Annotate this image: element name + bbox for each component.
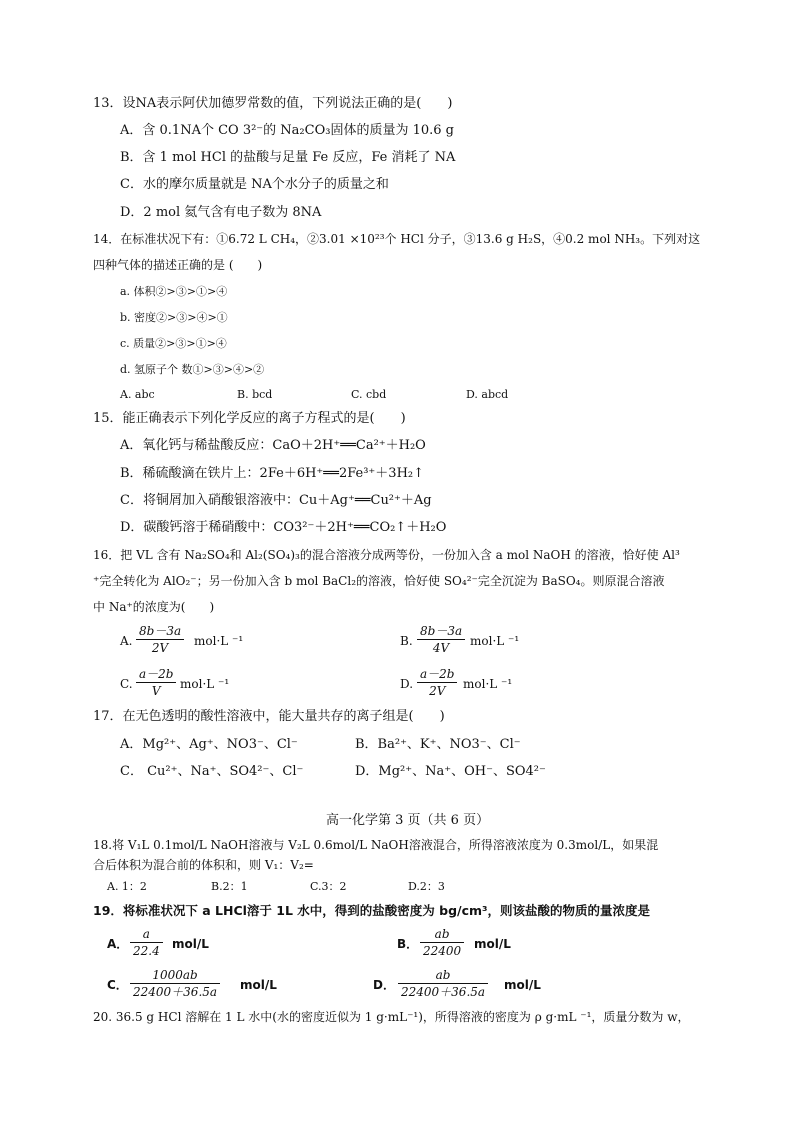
q19-d-numerator: ab [435,968,451,982]
q17-option-d: D．Mg²⁺、Na⁺、OH⁻、SO4²⁻ [355,764,546,779]
q16-b-denominator: 4V [417,639,465,656]
q16-option-d-unit: mol·L ⁻¹ [463,677,513,691]
q19-option-a-unit: mol/L [172,937,209,951]
q19-option-a-label: A． [107,937,129,951]
q13-stem: 13．设NA表示阿伏加德罗常数的值，下列说法正确的是( ) [93,96,453,111]
q19-option-c-fraction [130,968,220,1000]
q18-stem-line1: 18.将 V₁L 0.1mol/L NaOH溶液与 V₂L 0.6mol/L NaOH溶液混合，所得溶液浓度为 0.3mol/L，如果混 [93,838,659,852]
q16-option-c-fraction [136,667,176,699]
q16-option-b-unit: mol·L ⁻¹ [470,634,520,648]
q16-option-a-unit: mol·L ⁻¹ [194,634,244,648]
q19-a-numerator: a [142,927,150,941]
q16-option-d-label: D. [400,677,414,691]
q13-option-c: C．水的摩尔质量就是 NA个水分子的质量之和 [120,177,389,192]
q16-stem-line1: 16．把 VL 含有 Na₂SO₄和 Al₂(SO₄)₃的混合溶液分成两等份，一份加入含 a mol NaOH 的溶液，恰好使 Al³ [93,548,680,562]
q16-option-a-label: A. [120,634,133,648]
q19-option-b-label: B． [397,937,419,951]
q19-d-denominator: 22400＋36.5a [398,983,488,1000]
q13-option-b: B．含 1 mol HCl 的盐酸与足量 Fe 反应，Fe 消耗了 NA [120,150,456,165]
q16-d-numerator: a－2b [420,667,455,681]
q14-item-a: a. 体积②>③>①>④ [120,285,228,298]
q13-option-d: D．2 mol 氦气含有电子数为 8NA [120,205,322,220]
q17-option-b: B．Ba²⁺、K⁺、NO3⁻、Cl⁻ [355,737,521,752]
q19-option-d-label: D． [373,978,395,992]
q14-option-a: A. abc [120,388,155,401]
q16-c-numerator: a－2b [139,667,174,681]
q19-option-d-fraction [398,968,488,1000]
q16-b-numerator: 8b－3a [420,624,463,638]
q14-option-d: D. abcd [466,388,509,401]
q13-option-a: A．含 0.1NA个 CO 3²⁻的 Na₂CO₃固体的质量为 10.6 g [120,123,454,138]
q16-stem-line3: 中 Na⁺的浓度为( ) [93,600,215,614]
q19-c-numerator: 1000ab [152,968,198,982]
q16-option-b-fraction [417,624,465,656]
page-footer: 高一化学第 3 页（共 6 页） [326,813,490,828]
q16-stem-line2: ⁺完全转化为 AlO₂⁻；另一份加入含 b mol BaCl₂的溶液，恰好使 SO₄²⁻完全沉淀为 BaSO₄。则原混合溶液 [93,574,665,588]
q19-option-d-unit: mol/L [504,978,541,992]
q16-option-b-label: B. [400,634,413,648]
q15-stem: 15．能正确表示下列化学反应的离子方程式的是( ) [93,411,406,426]
q15-option-d: D．碳酸钙溶于稀硝酸中：CO3²⁻＋2H⁺══CO₂↑＋H₂O [120,520,447,535]
q18-option-a: A. 1：2 [107,880,147,893]
q19-b-denominator: 22400 [420,942,464,959]
q19-option-b-fraction [420,927,464,959]
q16-a-numerator: 8b－3a [139,624,182,638]
q16-option-d-fraction [417,667,457,699]
q16-a-denominator: 2V [136,639,184,656]
q14-option-b: B. bcd [237,388,273,401]
q16-option-a-fraction [136,624,184,656]
q16-option-c-unit: mol·L ⁻¹ [180,677,230,691]
q14-option-c: C. cbd [351,388,387,401]
q19-stem: 19．将标准状况下 a LHCl溶于 1L 水中，得到的盐酸密度为 bg/cm³，则该盐酸的物质的量浓度是 [93,903,651,918]
q19-option-c-unit: mol/L [240,978,277,992]
q14-item-b: b. 密度②>③>④>① [120,311,228,324]
q14-item-c: c. 质量②>③>①>④ [120,337,227,350]
q18-option-c: C.3：2 [310,880,347,893]
q19-option-c-label: C． [107,978,128,992]
q19-b-numerator: ab [434,927,450,941]
q19-option-a-fraction [130,927,163,959]
q19-option-b-unit: mol/L [474,937,511,951]
q20-stem: 20. 36.5 g HCl 溶解在 1 L 水中(水的密度近似为 1 g·mL⁻¹)，所得溶液的密度为 ρ g·mL ⁻¹，质量分数为 w， [93,1010,690,1024]
q15-option-c: C．将铜屑加入硝酸银溶液中：Cu＋Ag⁺══Cu²⁺＋Ag [120,493,432,508]
q18-option-d: D.2：3 [408,880,445,893]
q17-option-c: C． Cu²⁺、Na⁺、SO4²⁻、Cl⁻ [120,764,304,779]
q18-stem-line2: 合后体积为混合前的体积和，则 V₁：V₂= [93,858,314,872]
q14-stem-line1: 14．在标准状况下有：①6.72 L CH₄，②3.01 ×10²³个 HCl 分子，③13.6 g H₂S，④0.2 mol NH₃。下列对这 [93,232,701,246]
q17-option-a: A．Mg²⁺、Ag⁺、NO3⁻、Cl⁻ [120,737,298,752]
q14-item-d: d. 氢原子个 数①>③>④>② [120,363,265,376]
q19-c-denominator: 22400＋36.5a [130,983,220,1000]
q16-d-denominator: 2V [417,682,457,699]
q15-option-b: B．稀硫酸滴在铁片上：2Fe＋6H⁺══2Fe³⁺＋3H₂↑ [120,466,425,481]
q17-stem: 17．在无色透明的酸性溶液中，能大量共存的离子组是( ) [93,709,445,724]
q16-c-denominator: V [136,682,176,699]
q19-a-denominator: 22.4 [130,942,163,959]
q14-stem-line2: 四种气体的描述正确的是 ( ) [93,258,263,272]
q15-option-a: A．氧化钙与稀盐酸反应：CaO＋2H⁺══Ca²⁺＋H₂O [120,438,426,453]
q16-option-c-label: C. [120,677,133,691]
q18-option-b: B.2：1 [211,880,248,893]
